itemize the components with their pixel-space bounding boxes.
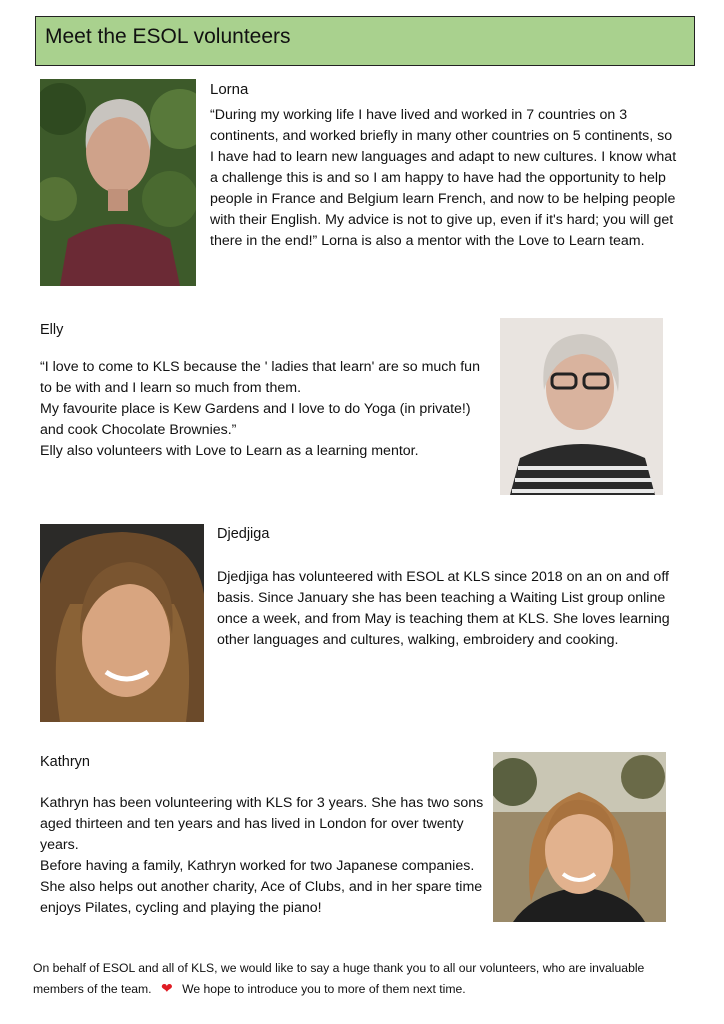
- bio-paragraph: Kathryn has been volunteering with KLS for 3 years. She has two sons aged thirteen and ten years and has lived in London for over twenty years.: [40, 795, 484, 853]
- heart-icon: ❤: [160, 980, 173, 996]
- bio-paragraph: “During my working life I have lived and worked in 7 countries on 3 continents, and worked briefly in many other countries on 5 continents, so I have had to learn new languages and adapt to new cultures. I know what a challenge this is and so I am happy to have had the opportunity to help people in France and Belgium learn French, and now to be helping people with their English. My advice is not to give up, even if it's hard; you will get there in the end!” Lorna is also a mentor with the Love to Learn team.: [210, 107, 677, 249]
- volunteer-bio: [40, 793, 490, 919]
- volunteer-name: Elly: [40, 322, 64, 338]
- volunteer-bio: [40, 357, 480, 462]
- bio-paragraph: Djedjiga has volunteered with ESOL at KLS since 2018 on an on and off basis. Since January she has been teaching a Waiting List group online once a week, and from May is teaching them at KLS. She loves learning other languages and cultures, walking, embroidery and cooking.: [217, 569, 670, 648]
- closing-text: We hope to introduce you to more of them next time.: [182, 982, 466, 996]
- lorna-photo: [40, 79, 196, 286]
- bio-paragraph: “I love to come to KLS because the ' ladies that learn' are so much fun to be with and I learn so much from them.: [40, 359, 480, 396]
- thank-you-text: On behalf of ESOL and all of KLS, we would like to say a huge thank you to all our volunteers, who are invaluable members of the team.: [33, 961, 645, 996]
- kathryn-photo: [493, 752, 666, 922]
- volunteer-name: Lorna: [210, 81, 249, 98]
- volunteer-name: Kathryn: [40, 754, 90, 770]
- thank-you-note: [33, 958, 673, 999]
- djedjiga-photo: [40, 524, 204, 722]
- volunteer-bio: [217, 567, 679, 651]
- volunteer-name: Djedjiga: [217, 526, 270, 542]
- page-title: Meet the ESOL volunteers: [45, 25, 291, 48]
- volunteer-bio: [210, 105, 680, 252]
- bio-paragraph: Elly also volunteers with Love to Learn as a learning mentor.: [40, 443, 419, 459]
- bio-paragraph: My favourite place is Kew Gardens and I love to do Yoga (in private!) and cook Chocolate Brownies.”: [40, 401, 471, 438]
- title-banner: [35, 16, 695, 66]
- bio-paragraph: Before having a family, Kathryn worked for two Japanese companies. She also helps out another charity, Ace of Clubs, and in her spare time enjoys Pilates, cycling and playing the piano!: [40, 858, 483, 916]
- elly-photo: [500, 318, 663, 495]
